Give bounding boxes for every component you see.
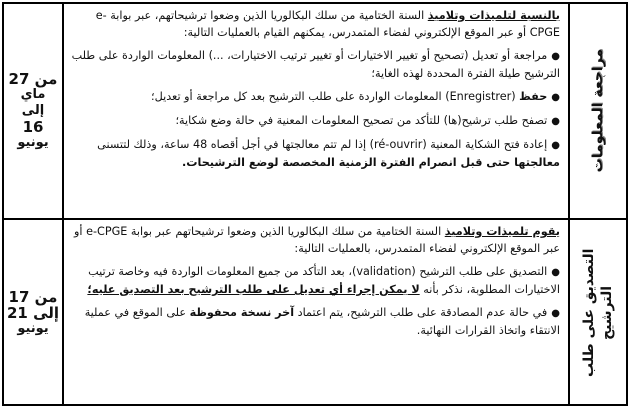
row-review-information [4, 4, 626, 220]
intro-lead: يقوم تلميذات وتلاميذ [444, 225, 560, 238]
title-cell [570, 220, 626, 406]
item-text: التصديق على طلب الترشيح (validation)، بعد التأكد من جميع المعلومات الواردة فيه وخاصة ترتيب الاختيارات المطلوبة، نذكر بأنه [88, 265, 560, 296]
list-item [70, 263, 560, 298]
bullet-icon: ● [551, 116, 560, 127]
intro-paragraph [70, 7, 560, 41]
list-item [70, 88, 560, 106]
item-bold: حفظ [519, 90, 548, 103]
title-cell [570, 4, 626, 218]
row-validate-application [4, 220, 626, 406]
bullet-icon: ● [551, 267, 560, 278]
intro-paragraph [70, 223, 560, 257]
intro-text: السنة الختامية من سلك البكالوريا الذين وضعوا ترشيحاتهم، عبر بوابة e-CPGE أو عبر الموقع الإلكتروني لفضاء المتمدرس، يمكنهم القيام بالعمليات التالية: [95, 9, 560, 39]
date-line: إلى 21 [6, 304, 60, 322]
item-text: على الموقع في عملية الانتقاء واتخاذ القرارات النهائية. [84, 306, 560, 337]
date-line: يونيو [17, 321, 49, 336]
date-cell [4, 220, 64, 406]
content-cell [64, 4, 570, 218]
item-bold: آخر نسخة محفوظة [189, 306, 295, 319]
date-line: إلى [21, 103, 45, 118]
intro-lead: بالنسبة لتلميذات وتلاميذ [427, 9, 560, 22]
list-item [70, 112, 560, 130]
date-cell [4, 4, 64, 218]
item-text: إعادة فتح الشكاية المعنية (ré-ouvrir) إذا لم تتم معالجتها في أجل أقصاه 48 ساعة، وذلك لتتسنى [97, 138, 548, 151]
list-item [70, 304, 560, 339]
schedule-table [2, 2, 628, 406]
item-warning: لا يمكن إجراء أي تعديل على طلب الترشيح بعد التصديق عليه؛ [87, 283, 420, 296]
row-title: التصديق على طلب الترشيح [581, 248, 615, 378]
content-cell [64, 220, 570, 406]
list-item [70, 136, 560, 171]
bullet-icon: ● [551, 51, 560, 62]
item-text: مراجعة أو تعديل (تصحيح أو تغيير الاختيارات أو تغيير ترتيب الاختيارات، ...) المعلومات الواردة على طلب الترشيح طيلة الفترة المحددة لهذه الغاية؛ [71, 49, 560, 80]
row-title: مراجعة المعلومات [590, 49, 606, 173]
bullet-icon: ● [551, 308, 560, 319]
list-item [70, 47, 560, 82]
bullet-icon: ● [551, 140, 560, 151]
item-bold: معالجتها حتى قبل انصرام الفترة الزمنية المخصصة لوضع الترشيحات. [182, 156, 560, 169]
date-line: ماي [20, 87, 46, 102]
date-line: يونيو [17, 135, 49, 150]
intro-text: السنة الختامية من سلك البكالوريا الذين وضعوا ترشيحاتهم عبر بوابة e-CPGE أو عبر الموقع الإلكتروني لفضاء المتمدرس، بالعمليات التالية: [74, 225, 560, 255]
item-text: (Enregistrer) المعلومات الواردة على طلب الترشيح بعد كل مراجعة أو تعديل؛ [151, 90, 520, 103]
bullet-icon: ● [551, 92, 560, 103]
item-text: تصفح طلب ترشيح(ها) للتأكد من تصحيح المعلومات المعنية في حالة وضع شكاية؛ [175, 114, 548, 127]
date-line: من 27 [8, 70, 58, 88]
date-line: 16 [22, 118, 44, 136]
date-line: من 17 [8, 288, 58, 306]
item-text: في حالة عدم المصادقة على طلب الترشيح، يتم اعتماد [294, 306, 548, 319]
